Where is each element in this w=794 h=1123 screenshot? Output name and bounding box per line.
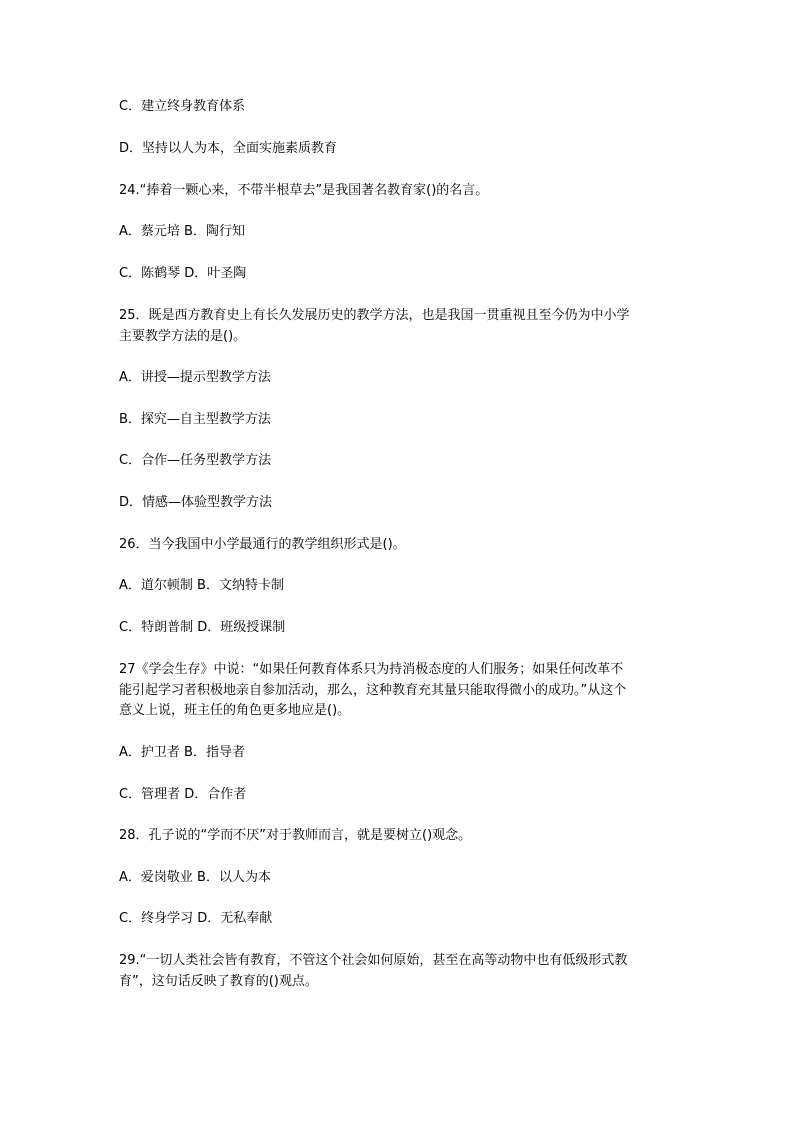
options-cd-q27: C．管理者 D．合作者 (119, 787, 247, 802)
question-29-line-1: 29.“一切人类社会皆有教育，不管这个社会如何原始，甚至在高等动物中也有低级形式教 (119, 953, 628, 968)
options-ab-q27: A．护卫者 B．指导者 (119, 745, 245, 760)
option-c-q23: C．建立终身教育体系 (119, 99, 246, 114)
question-29-line-2: 育”，这句话反映了教育的()观点。 (119, 974, 318, 989)
question-25-line-2: 主要教学方法的是()。 (119, 329, 247, 344)
question-27-line-1: 27《学会生存》中说：“如果任何教育体系只为持消极态度的人们服务；如果任何改革不 (119, 662, 624, 677)
option-d-q25: D．情感—体验型教学方法 (119, 495, 273, 510)
option-d-q23: D．坚持以人为本，全面实施素质教育 (119, 141, 338, 156)
option-c-q25: C．合作—任务型教学方法 (119, 453, 272, 468)
options-ab-q24: A．蔡元培 B．陶行知 (119, 224, 245, 239)
options-ab-q26: A．道尔顿制 B．文纳特卡制 (119, 578, 284, 593)
options-ab-q28: A．爱岗敬业 B．以人为本 (119, 870, 271, 885)
option-a-q25: A．讲授—提示型教学方法 (119, 370, 271, 385)
question-27-line-2: 能引起学习者积极地亲自参加活动，那么，这种教育充其量只能取得微小的成功。”从这个 (119, 683, 627, 698)
question-25-line-1: 25．既是西方教育史上有长久发展历史的教学方法，也是我国一贯重视且至今仍为中小学 (119, 308, 630, 323)
question-26: 26．当今我国中小学最通行的教学组织形式是()。 (119, 537, 406, 552)
options-cd-q26: C．特朗普制 D．班级授课制 (119, 620, 286, 635)
question-27-line-3: 意义上说，班主任的角色更多地应是()。 (119, 703, 351, 718)
question-24: 24.“捧着一颗心来，不带半根草去”是我国著名教育家()的名言。 (119, 183, 489, 198)
options-cd-q28: C．终身学习 D．无私奉献 (119, 911, 273, 926)
option-b-q25: B．探究—自主型教学方法 (119, 412, 271, 427)
question-28: 28．孔子说的“学而不厌”对于教师而言，就是要树立()观念。 (119, 828, 472, 843)
options-cd-q24: C．陈鹤琴 D．叶圣陶 (119, 266, 247, 281)
